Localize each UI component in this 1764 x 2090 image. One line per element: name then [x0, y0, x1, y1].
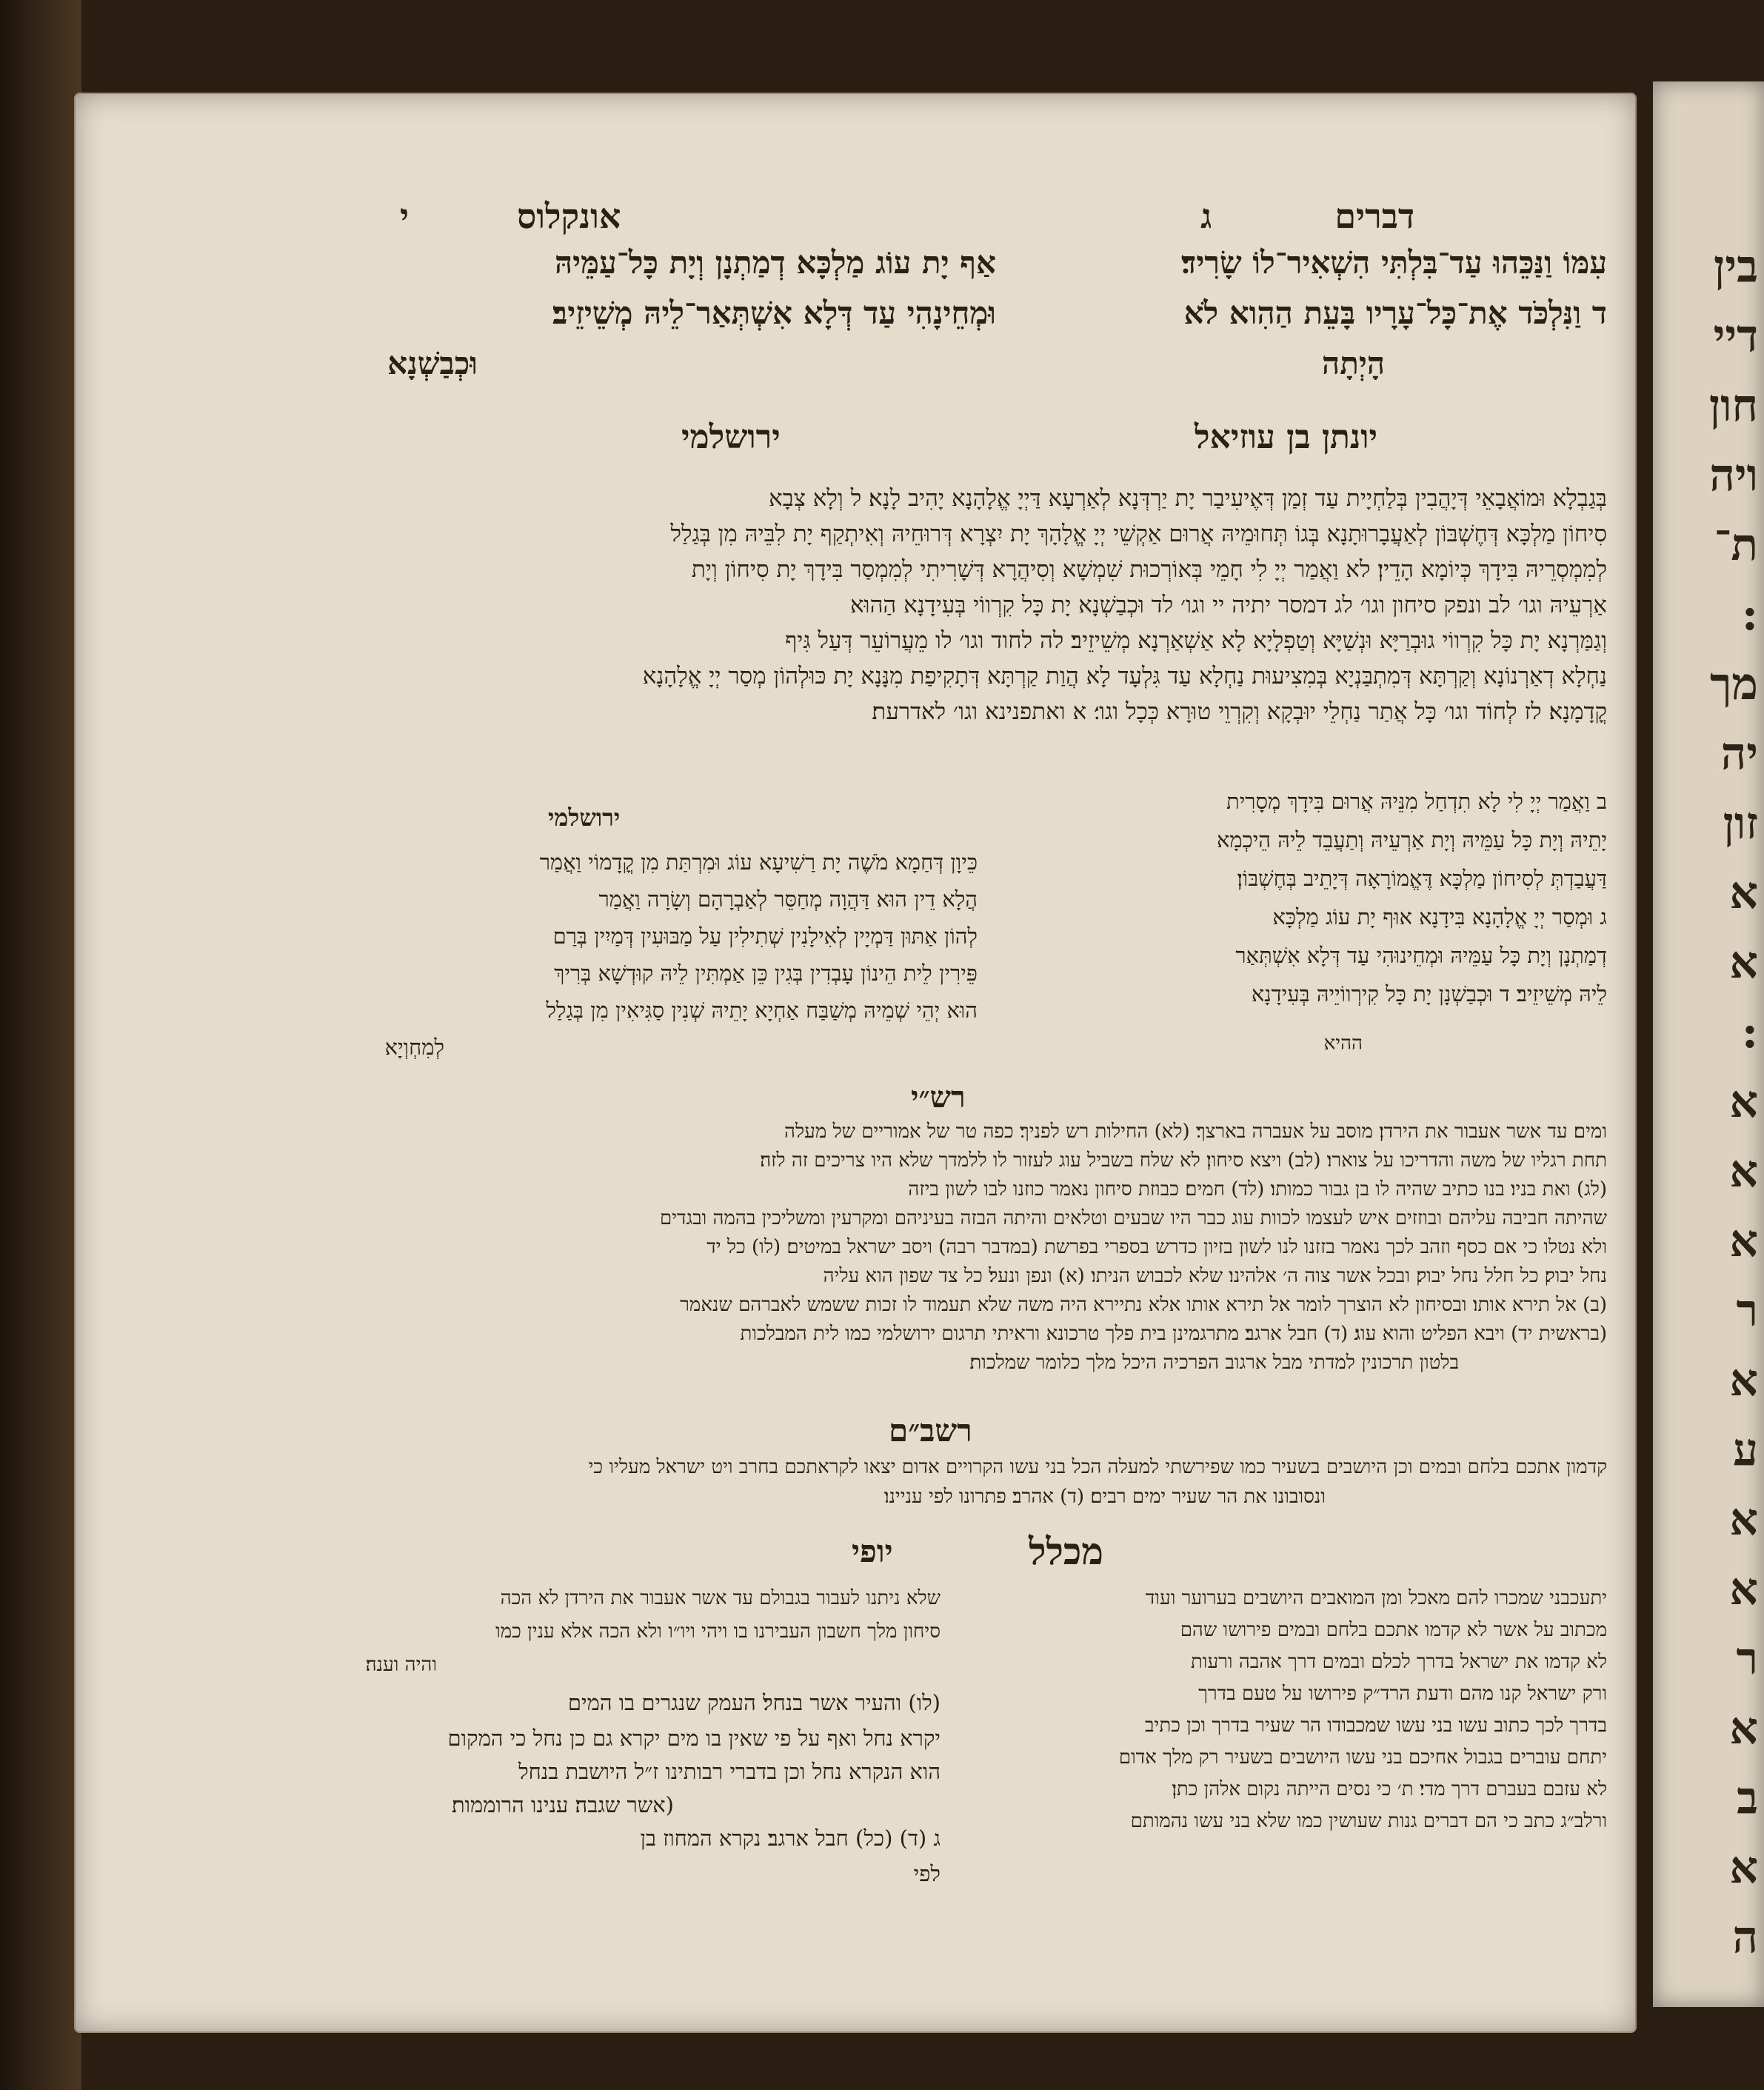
rashbam-header: רשב״ם	[889, 1412, 972, 1449]
chapter-number: ג	[1200, 196, 1212, 236]
facing-page-fragment: חון	[1708, 380, 1758, 432]
hebrew-verse	[963, 244, 1607, 390]
book-spine	[0, 0, 81, 2090]
mikhlal-line: מכתוב על אשר לא קדמו אתכם בלחם ובמים פירושו שהם	[1180, 1619, 1607, 1641]
targum-title: אונקלוס	[517, 196, 621, 236]
rashbam-line: ונסובונו את הר שעיר ימים רבים׃ (ד) אהרב׃ פתרונו לפי עניינו׃	[883, 1486, 1326, 1508]
mikhlal-line: שלא ניתנו לעבור בגבולם עד אשר אעבור את הירדן לא הכה	[500, 1587, 941, 1609]
facing-page-fragment: א	[1729, 867, 1758, 919]
book-page	[74, 93, 1637, 2033]
jonathan-line: לְמִמְסְרֵיהּ בִּידָךְ כְּיוֹמָא הָדֵין׃ לא וַאֲמַר יְיָ לִי חָמֵי בְּאוֹרְכוּת שִׁמְשָׁא וְסִיהֲרָא דְּשָׁרִיתִי לְמִמְסַר בִּידָךְ יָת סִיחוֹן וְיָת	[691, 556, 1607, 583]
yerushalmi-subheader: ירושלמי	[548, 804, 621, 832]
rashi-line: ומים׃ עד אשר אעבור את הירדן׃ מוסב על אעברה בארצך׃ (לא) החילות רש לפניך׃ כפה טר של אמוריים של מעלה	[784, 1121, 1607, 1143]
facing-page-fragment: ר	[1736, 1633, 1758, 1685]
jonathan-line: נַחְלָא דְאַרְנוֹנָא וְקַרְתָּא דְּמִתְבַּנְיָא בְּמִצִיעוּת נַחְלָא עַד גִּלְעָד לָא הֲוַת קַרְתָּא דְּתָקִיפַת מִנָּנָא יָת כּוּלְהוֹן מְסַר יְיָ אֱלָהָנָא	[642, 663, 1607, 690]
onkelos-line: ב וַאֲמַר יְיָ לִי לָא תִדְחַל מִנֵּיהּ אֲרוּם בִּידָךְ מְסָרִית	[1226, 789, 1607, 814]
rashi-line: (ב) אל תירא אותו׃ ובסיחון לא הוצרך לומר אל תירא אותו אלא נתיירא היה משה שלא תעמוד לו זכות ששמש לאברהם שנאמר	[680, 1294, 1607, 1316]
mikhlal-line: בדרך לכך כתוב עשו בני עשו שמכבודו הר שעיר בדרך וכן כתיב	[1144, 1715, 1607, 1737]
facing-page-fragment: יה	[1720, 728, 1758, 780]
verse-line: וּכְבַשְׁנָא	[387, 345, 478, 381]
mikhlal-right-column	[955, 1589, 1607, 1843]
page-number: י	[400, 196, 410, 236]
yerushalmi-line: לְמִחְוְיָא	[384, 1035, 444, 1060]
mikhlal-line: הוא הנקרא נחל וכן בדברי רבותינו ז״ל היושבת בנחל	[518, 1759, 941, 1784]
rashi-line: (לג) ואת בניו׃ בנו כתיב שהיה לו בן גבור כמותו׃ (לד) חמים׃ כבוזת סיחון נאמר כוזנו לבו לשון ביזה	[908, 1178, 1607, 1201]
facing-page-fragment: :	[1741, 589, 1758, 641]
rashi-line: בלטון תרכונין למדתי מבל ארגוב הפרכיה היכל מלך כלומר שמלכות׃	[969, 1352, 1459, 1374]
rashi-line: שהיתה חביבה עליהם ובוזזים איש לעצמו לכוות עוג כבר היו שבעים וטלאים והיתה הבזה בעיניהם ומקרעין ומשליכין בהמה ובגדים	[659, 1207, 1607, 1229]
rashi-line: תחת רגליו של משה והדריכו על צוארו׃ (לב) ויצא סיחון׃ לא שלח בשביל עוג לעזור לו ללמדך שלא היו צריכים זה לזה׃	[760, 1149, 1607, 1172]
facing-page-fragment: זון	[1723, 798, 1758, 849]
jonathan-text	[230, 487, 1607, 736]
mikhlal-line: (אשר שגבה׃ ענינו הרוממות׃	[451, 1792, 674, 1817]
mikhlal-line: לפי	[913, 1861, 941, 1886]
mikhlal-line: לא קדמו את ישראל בדרך לכלם ובמים דרך אהבה ורעות	[1190, 1651, 1607, 1673]
onkelos-line: לֵיהּ מְשֵׁיזֵיב׃ ד וּכְבַשְׁנָן יָת כָּל קִירְווֹיֵיהּ בְּעִידָנָא	[1251, 981, 1607, 1006]
jonathan-line: וְגַמַּרְנָא יָת כָּל קִרְווֹי גוּבְרַיָּא וּנְשַׁיָּא וְטַפְלָיָא לָא אַשְׁאַרְנָא מְשֵׁיזֵיב׃ לה לחוד וגו׳ לו מֵעֲרוֹעֵר דְּעַל גִּיף	[785, 627, 1607, 654]
yerushalmi-line: פֵּירִין לֵית הֵינוֹן עָבְדִין בְּגִין כֵּן אַמְתִּין לֵיהּ קוּדְשָׁא בְּרִיךְ	[554, 961, 978, 986]
facing-page-fragment: א	[1729, 1355, 1758, 1406]
verse-line: וּמְחֵינָהִי עַד דְּלָא אִשְׁתְּאַר־לֵיהּ מְשֵׁיזֵיב׃	[552, 295, 996, 331]
facing-page-fragment: א	[1729, 1076, 1758, 1128]
onkelos-line: ההיא	[1323, 1032, 1363, 1055]
onkelos-line: ג וּמְסַר יְיָ אֱלָהָנָא בִּידָנָא אוּף יָת עוֹג מַלְכָּא	[1272, 904, 1607, 929]
verse-line: עִמּוֹ וַנַּכֵּהוּ עַד־בִּלְתִּי הִשְׁאִיר־לוֹ שָׂרִיד׃	[1181, 244, 1607, 281]
facing-page-fragment: א	[1729, 937, 1758, 989]
onkelos-verse	[248, 244, 996, 390]
yerushalmi-header: ירושלמי	[681, 418, 781, 456]
mikhlal-line: והיה וענה׃	[365, 1654, 437, 1676]
jonathan-line: אַרְעֵיהּ וגו׳ לב ונפק סיחון וגו׳ לג דמסר יתיה יי וגו׳ לד וּכְבַשְׁנָא יָת כָּל קִרְווֹי בְּעִידָנָא הַהוּא	[850, 592, 1607, 618]
mikhlal-line: לא עזבם בעברם דרך מדי׃ ת׳ כי נסים הייתה נקום אלהן כתן׃	[1172, 1778, 1607, 1800]
onkelos-line: יָתֵיהּ וְיָת כָּל עַמֵּיהּ וְיָת אַרְעֵיהּ וְתַעֲבֵד לֵיהּ הֵיכְמָא	[1216, 827, 1607, 852]
facing-page-edge	[1653, 81, 1764, 2007]
mikhlal-line: (לו) והעיר אשר בנחל׃ העמק שנגרים בו המים	[567, 1690, 941, 1715]
running-head-left	[400, 196, 621, 236]
yerushalmi-line: הוּא יְהֵי שְׁמֵיהּ מְשַׁבַּח אַחְיָא יָתֵיהּ שְׁנִין סַגִּיאִין מִן בְּגַלַל	[546, 998, 978, 1023]
onkelos-line: דַּעֲבַדְתְּ לְסִיחוֹן מַלְכָּא דֶּאֱמוֹרָאָה דְּיָתֵיב בְּחֶשְׁבּוֹן׃	[1237, 866, 1607, 891]
facing-page-fragment: א	[1729, 1563, 1758, 1615]
yerushalmi-line: כֵּיוָן דְּחַמָא מֹשֶׁה יָת רַשִׁיעָא עוֹג וּמִרְתַּת מִן קֳדָמוֹי וַאֲמַר	[539, 849, 978, 875]
onkelos-line: דְמַתְנָן וְיָת כָּל עַמֵּיהּ וּמְחֵינוּהִי עַד דְּלָא אִשְׁתְּאַר	[1235, 943, 1607, 968]
rashi-header: רש״י	[911, 1080, 966, 1115]
facing-page-fragment: א	[1729, 1215, 1758, 1267]
facing-page-fragment: א	[1729, 1703, 1758, 1755]
rashi-text	[215, 1122, 1607, 1382]
mikhlal-left-column	[259, 1589, 941, 1893]
facing-page-fragment: ויה	[1709, 450, 1758, 501]
mikhlal-line: ג (ד) (כל) חבל ארגב׃ נקרא המחוז בן	[640, 1826, 941, 1851]
verse-line: הָיְתָה	[1322, 345, 1385, 381]
running-head-right	[1200, 196, 1414, 236]
jonathan-line: בְּגַבְלָא וּמוֹאֲבָאֵי דְּיָהֲבִין בְּלַחְיָית עַד זְמַן דְּאֶיעִיבַר יָת יַרְדְּנָא לְאַרְעָא דַּיְיָ אֱלָהָנָא יָהִיב לָנָא׃ ל וְלָא צְבָא	[769, 485, 1607, 512]
mikhlal-header-left: יופי	[852, 1533, 893, 1569]
facing-page-fragment: ת־	[1714, 519, 1758, 571]
yerushalmi-text	[267, 849, 978, 1074]
mikhlal-header-right: מכלל	[1029, 1529, 1103, 1573]
mikhlal-line: יתחם עוברים בגבול אחיכם בני עשו היושבים בשעיר רק מלך אדום	[1118, 1746, 1607, 1769]
facing-page-fragment: בין	[1714, 241, 1758, 293]
mikhlal-line: יתעכבני שמכרו להם מאכל ומן המואבים היושבים בערוער ועוד	[1145, 1587, 1607, 1609]
facing-page-fragment: א	[1729, 1494, 1758, 1546]
yerushalmi-line: לְהוֹן אַתּוּן דַּמְיָין לְאִילָנִין שְׁתִילִין עַל מַבּוּעִין דְּמַיִין בְּרַם	[552, 924, 978, 949]
book-name: דברים	[1334, 196, 1414, 236]
yerushalmi-line: הֲלָא דֵין הוּא דַּהֲוָה מְחַסֵּר לְאַבְרָהָם וְשָׂרָה וַאֲמַר	[598, 887, 978, 912]
mikhlal-line: ורלב״ג כתב כי הם דברים גנות שעושין כמו שלא בני עשו נהמותם	[1130, 1810, 1607, 1832]
facing-page-fragment: מך	[1709, 658, 1758, 710]
rashbam-text	[215, 1458, 1607, 1517]
mikhlal-line: סיחון מלך חשבון העבירנו בו ויהי ויו״ו ולא הכה אלא ענין כמו	[495, 1620, 941, 1643]
rashi-line: (בראשית יד) ויבא הפליט והוא עוג׃ (ד) חבל ארגב׃ מתרגמינן בית פלך טרכונא וראיתי תרגום ירושלמי כמו לית המבלכות	[740, 1323, 1607, 1345]
facing-page-fragment: ה	[1732, 1912, 1758, 1963]
facing-page-fragment: :	[1741, 1006, 1758, 1058]
jonathan-header: יונתן בן עוזיאל	[1194, 418, 1377, 456]
verse-line: אַף יָת עוֹג מַלְכָּא דְמַתְנָן וְיָת כָּל־עַמֵּיהּ	[554, 244, 996, 281]
facing-page-fragment: ר	[1736, 1285, 1758, 1337]
facing-page-fragment: ע	[1733, 1424, 1758, 1476]
jonathan-line: סִיחוֹן מַלְכָּא דְּחֶשְׁבּוֹן לְאַעֲבָרוּתָנָא בְּגוֹ תְּחוּמֵיהּ אֲרוּם אַקְשֵׁי יְיָ אֱלָהָךְ יָת יִצְרָא דְּרוּחֵיהּ וְאִיתְקַף יָת לִבֵּיהּ מִן בְּגַלַל	[670, 521, 1607, 547]
facing-page-fragment: א	[1729, 1146, 1758, 1198]
rashi-line: נחל יבוק׃ כל חלל נחל יבוק׃ ובכל אשר צוה ה׳ אלהינו׃ שלא לכבוש הניתו׃ (א) ונפן ונעל׃ כל צד שפון הוא עליה	[823, 1265, 1607, 1287]
onkelos-text	[978, 791, 1607, 1064]
facing-page-fragment: דיי	[1713, 310, 1758, 362]
mikhlal-line: יקרא נחל ואף על פי שאין בו מים יקרא גם כן נחל כי המקום	[447, 1726, 941, 1751]
rashi-line: ולא נטלו כי אם כסף וזהב לכך נאמר בזזנו לנו לשון בזיון כדרש בספרי בפרשת (במדבר רבה) ויסב ישראל במיטים׃ (לו) כל יד	[706, 1236, 1607, 1258]
facing-page-fragment: א	[1729, 1842, 1758, 1894]
jonathan-line: קֳדָמָנָא׃ לז לְחוֹד וגו׳ כָּל אֲתַר נַחְלֵי יוּבְקָא וְקִרְוֵי טוּרָא כְּכָל וגו׳׃ א ואתפנינא וגו׳ לאדרעת׃	[872, 698, 1607, 725]
verse-line: ד וַנִּלְכֹּד אֶת־כָּל־עָרָיו בָּעֵת הַהִוא לֹא	[1183, 295, 1607, 331]
mikhlal-line: ורק ישראל קנו מהם ודעת הרד״ק פירושו על טעם בדרך	[1198, 1683, 1607, 1705]
facing-page-fragment: ב	[1737, 1772, 1758, 1824]
rashbam-line: קדמון אתכם בלחם ובמים וכן היושבים בשעיר כמו שפירשתי למעלה הכל בני עשו הקרויים אדום יצאו לקראתכם בחרב ויט ישראל מעליו כי	[588, 1456, 1607, 1478]
